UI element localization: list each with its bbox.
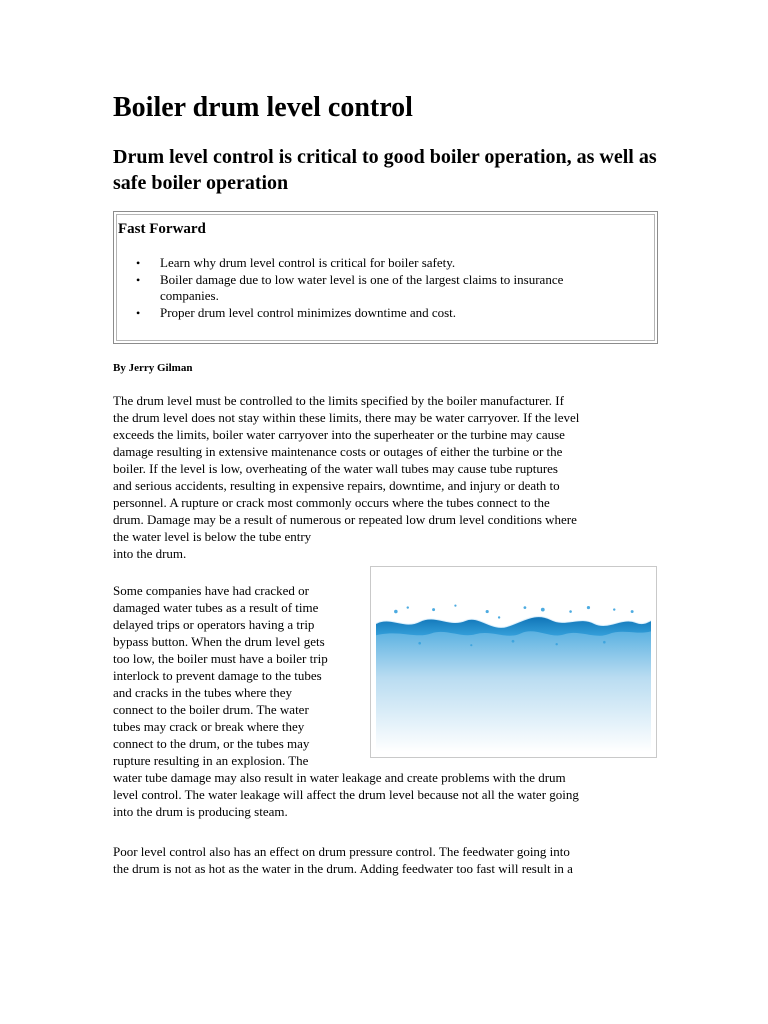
text-line: personnel. A rupture or crack most commonly occurs where the tubes connect to the xyxy=(113,495,550,510)
text-line: too low, the boiler must have a boiler trip xyxy=(113,651,328,666)
text-line: drum. Damage may be a result of numerous or repeated low drum level conditions where xyxy=(113,512,577,527)
text-line: Some companies have had cracked or xyxy=(113,583,310,598)
fast-forward-box xyxy=(113,211,658,344)
text-line: level control. The water leakage will affect the drum level because not all the water going xyxy=(113,787,579,802)
article-subtitle: Drum level control is critical to good boiler operation, as well as safe boiler operation xyxy=(113,146,657,194)
water-surface-illustration-icon xyxy=(376,572,651,752)
text-line: and cracks in the tubes where they xyxy=(113,685,293,700)
list-item-text: Proper drum level control minimizes downtime and cost. xyxy=(160,304,457,320)
text-line: delayed trips or operators having a trip xyxy=(113,617,315,632)
fast-forward-inner xyxy=(116,214,655,341)
bullet-icon: • xyxy=(136,305,141,320)
text-line: rupture resulting in an explosion. The xyxy=(113,753,309,768)
water-image-frame xyxy=(370,566,657,758)
text-line: damage resulting in extensive maintenance costs or outages of either the turbine or the xyxy=(113,444,563,459)
text-line: water tube damage may also result in water leakage and create problems with the drum xyxy=(113,770,566,785)
text-line: interlock to prevent damage to the tubes xyxy=(113,668,322,683)
text-line: the water level is below the tube entry xyxy=(113,529,312,544)
text-line: connect to the boiler drum. The water xyxy=(113,702,309,717)
text-line: The drum level must be controlled to the limits specified by the boiler manufacturer. If xyxy=(113,393,564,408)
text-line: bypass button. When the drum level gets xyxy=(113,634,325,649)
paragraph-1 xyxy=(113,392,658,562)
text-line: Poor level control also has an effect on drum pressure control. The feedwater going into xyxy=(113,844,570,859)
list-item xyxy=(117,272,622,305)
text-line: exceeds the limits, boiler water carryover into the superheater or the turbine may cause xyxy=(113,427,565,442)
text-line: the drum level does not stay within these limits, there may be water carryover. If the level xyxy=(113,410,580,425)
fast-forward-heading: Fast Forward xyxy=(118,221,206,237)
fast-forward-list xyxy=(117,255,622,321)
text-line: and serious accidents, resulting in expensive repairs, downtime, and injury or death to xyxy=(113,478,560,493)
text-line: into the drum is producing steam. xyxy=(113,804,288,819)
list-item xyxy=(117,305,622,322)
list-item-text: Boiler damage due to low water level is one of the largest claims to insurance companies. xyxy=(160,271,564,303)
text-line: into the drum. xyxy=(113,546,187,561)
text-line: damaged water tubes as a result of time xyxy=(113,600,319,615)
list-item xyxy=(117,255,622,272)
text-line: tubes may crack or break where they xyxy=(113,719,305,734)
article-title: Boiler drum level control xyxy=(113,92,413,123)
list-item-text: Learn why drum level control is critical for boiler safety. xyxy=(160,255,456,270)
paragraph-3 xyxy=(113,843,658,877)
bullet-icon: • xyxy=(136,272,141,287)
text-line: the drum is not as hot as the water in the drum. Adding feedwater too fast will result in a xyxy=(113,861,573,876)
byline: By Jerry Gilman xyxy=(113,362,193,374)
bullet-icon: • xyxy=(136,256,141,270)
text-line: connect to the drum, or the tubes may xyxy=(113,736,310,751)
text-line: boiler. If the level is low, overheating of the water wall tubes may cause tube ruptures xyxy=(113,461,558,476)
